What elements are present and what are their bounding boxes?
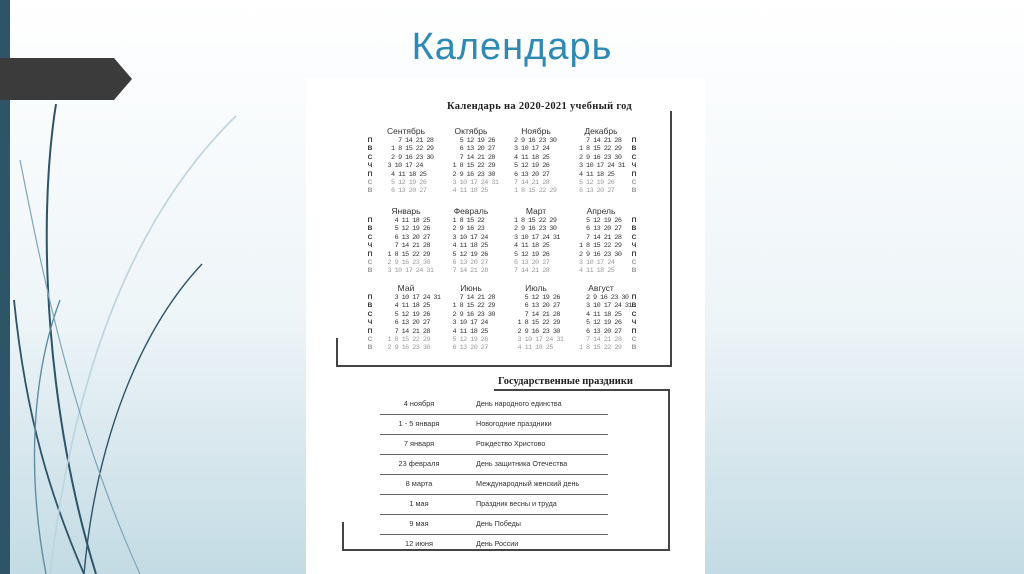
- month-day-row: 7 14 21 28: [514, 310, 560, 319]
- month-day-row: 6 13 20 27: [514, 259, 550, 267]
- weekday-label: В: [631, 145, 637, 153]
- holiday-date: 8 марта: [405, 479, 433, 488]
- month-day-row: 2 9 16 23 30: [449, 170, 495, 179]
- month-name: Июль: [525, 283, 547, 293]
- month-day-row: 5 12 19 26: [579, 319, 622, 328]
- month-day-row: 6 13 20 27: [514, 170, 550, 179]
- holiday-name: День защитника Отечества: [476, 459, 568, 468]
- weekday-label: Ч: [367, 319, 373, 327]
- holiday-row: [380, 394, 608, 415]
- month-day-row: 7 14 21 28: [514, 267, 550, 276]
- month-name: Сентябрь: [386, 126, 426, 136]
- holiday-date: 9 мая: [409, 519, 429, 528]
- weekday-label: С: [367, 259, 373, 266]
- weekday-label: П: [367, 250, 373, 258]
- month-day-row: 3 10 17 24 31: [449, 179, 499, 187]
- month-day-row: 5 12 19 26: [384, 310, 430, 319]
- weekday-label: Ч: [367, 162, 373, 170]
- month-day-row: 3 10 17 24: [384, 162, 423, 171]
- month-day-row: 4 11 18 25: [449, 242, 488, 251]
- month-name: Февраль: [453, 206, 489, 216]
- month-day-row: 7 14 21 28: [579, 233, 622, 242]
- weekday-label: П: [631, 327, 637, 335]
- weekday-label: П: [367, 217, 373, 224]
- month-day-row: 5 12 19 26: [449, 250, 488, 259]
- month-day-row: 3 10 17 24 31: [514, 233, 560, 242]
- month-day-row: 3 10 17 24 31: [579, 302, 632, 311]
- weekday-label: В: [367, 225, 373, 233]
- weekday-label: С: [367, 233, 373, 241]
- weekday-label: П: [367, 170, 373, 178]
- month-day-row: 3 10 17 24: [449, 319, 488, 328]
- month-name: Апрель: [586, 206, 616, 216]
- month-day-row: 1 8 15 22 29: [449, 302, 495, 311]
- weekday-label: Ч: [631, 319, 637, 327]
- holidays-frame-corner: [342, 522, 344, 551]
- month-day-row: 3 10 17 24: [579, 259, 615, 267]
- month-day-row: 7 14 21 28: [449, 267, 488, 276]
- month-day-row: 6 13 20 27: [449, 259, 488, 267]
- holiday-name: Праздник весны и труда: [476, 499, 557, 508]
- month-day-row: 4 11 18 25: [579, 170, 615, 179]
- month-day-row: 6 13 20 27: [449, 145, 495, 154]
- weekday-label: В: [367, 187, 373, 195]
- weekday-label: П: [631, 170, 637, 178]
- month-day-row: 1 8 15 22: [449, 217, 485, 225]
- month-day-row: 5 12 19 26: [579, 217, 622, 225]
- month-day-row: 5 12 19 26: [384, 225, 430, 234]
- month-day-row: 7 14 21 28: [579, 336, 622, 344]
- month-day-row: 1 8 15 22 29: [514, 217, 557, 225]
- weekday-label: С: [367, 179, 373, 186]
- holiday-row: [380, 454, 608, 475]
- month-day-row: 5 12 19 26: [514, 250, 550, 259]
- weekday-label: П: [367, 327, 373, 335]
- month-day-row: 7 14 21 28: [384, 327, 430, 336]
- weekday-label: П: [367, 294, 373, 301]
- month-day-row: 1 8 15 22 29: [514, 319, 560, 328]
- weekday-label: В: [367, 267, 373, 275]
- month-day-row: 3 10 17 24 31: [514, 336, 564, 344]
- month-name: Июнь: [460, 283, 482, 293]
- weekday-label: С: [631, 259, 637, 266]
- month-day-row: 2 9 16 23 30: [579, 294, 629, 302]
- weekday-label: П: [631, 250, 637, 258]
- holiday-name: Новогодние праздники: [476, 419, 552, 428]
- month-day-row: 5 12 19 26: [514, 162, 550, 171]
- weekday-label: С: [367, 336, 373, 343]
- holiday-row: [380, 414, 608, 435]
- month-day-row: 4 11 18 25: [579, 310, 622, 319]
- weekday-label: П: [367, 137, 373, 144]
- holiday-name: Международный женский день: [476, 479, 580, 488]
- month-day-row: 1 8 15 22 29: [384, 336, 430, 344]
- month-day-row: 4 11 18 25: [384, 217, 430, 225]
- month-day-row: 3 10 17 24: [449, 233, 488, 242]
- month-day-row: 4 11 18 25: [384, 302, 430, 311]
- month-day-row: 6 13 20 27: [384, 233, 430, 242]
- holiday-name: День народного единства: [476, 399, 562, 408]
- month-day-row: 2 9 16 23 30: [384, 259, 430, 267]
- holiday-name: День России: [476, 539, 519, 548]
- weekday-label: С: [631, 233, 637, 241]
- month-day-row: 1 8 15 22 29: [384, 145, 434, 154]
- weekday-label: С: [367, 310, 373, 318]
- month-day-row: 5 12 19 26: [514, 294, 560, 302]
- month-day-row: 3 10 17 24 31: [579, 162, 625, 171]
- month-day-row: 6 13 20 27: [449, 344, 488, 353]
- weekday-label: П: [631, 217, 637, 224]
- holiday-row: [380, 434, 608, 455]
- holiday-row: [380, 514, 608, 535]
- month-day-row: 5 12 19 26: [384, 179, 427, 187]
- month-day-row: 6 13 20 27: [579, 327, 622, 336]
- weekday-label: В: [367, 145, 373, 153]
- month-day-row: 4 11 18 25: [514, 344, 553, 353]
- month-day-row: 7 14 21 28: [514, 179, 550, 187]
- month-day-row: 3 10 17 24 31: [384, 267, 434, 276]
- month-day-row: 1 8 15 22 29: [449, 162, 495, 171]
- holiday-name: День Победы: [476, 519, 521, 528]
- holiday-date: 1 - 5 января: [398, 419, 440, 428]
- holiday-name: Рождество Христово: [476, 439, 546, 448]
- month-day-row: 5 12 19 26: [449, 137, 495, 145]
- month-day-row: 2 9 16 23 30: [579, 153, 622, 162]
- month-day-row: 6 13 20 27: [384, 319, 430, 328]
- holiday-row: [380, 474, 608, 495]
- month-day-row: 4 11 18 25: [579, 267, 615, 276]
- month-day-row: 7 14 21 28: [449, 153, 495, 162]
- month-day-row: 4 11 18 25: [514, 153, 550, 162]
- holidays-frame-right: [668, 389, 670, 551]
- holiday-date: 12 июня: [404, 539, 434, 548]
- month-day-row: 2 9 16 23 30: [514, 225, 557, 234]
- month-name: Май: [397, 283, 415, 293]
- month-name: Ноябрь: [521, 126, 551, 136]
- month-day-row: 2 9 16 23 30: [514, 137, 557, 145]
- month-day-row: 3 10 17 24 31: [384, 294, 441, 302]
- month-day-row: 4 11 18 25: [449, 327, 488, 336]
- weekday-label: С: [631, 179, 637, 186]
- weekday-label: В: [631, 344, 637, 352]
- holidays-header-rule: [494, 389, 670, 391]
- holiday-date: 4 ноября: [403, 399, 435, 408]
- month-day-row: 6 13 20 27: [579, 187, 615, 196]
- month-day-row: 2 9 16 23 30: [384, 344, 430, 353]
- month-day-row: 3 10 17 24: [514, 145, 550, 154]
- month-day-row: 5 12 19 26: [449, 336, 488, 344]
- month-day-row: 2 9 16 23: [449, 225, 485, 234]
- weekday-label: В: [631, 267, 637, 275]
- holiday-date: 23 февраля: [398, 459, 440, 468]
- month-name: Октябрь: [454, 126, 488, 136]
- weekday-label: П: [631, 294, 637, 301]
- month-day-row: 4 11 18 25: [514, 242, 550, 251]
- holiday-date: 7 января: [403, 439, 435, 448]
- month-name: Август: [588, 283, 614, 293]
- month-day-row: 1 8 15 22 29: [579, 344, 622, 353]
- month-day-row: 4 11 18 25: [384, 170, 427, 179]
- holiday-row: [380, 494, 608, 515]
- month-day-row: 1 8 15 22 29: [514, 187, 557, 196]
- holidays-header: Государственные праздники: [498, 376, 633, 387]
- month-day-row: 2 9 16 23 30: [384, 153, 434, 162]
- slide-title: Календарь: [411, 26, 613, 68]
- weekday-label: Ч: [631, 162, 637, 170]
- weekday-label: Ч: [367, 242, 373, 250]
- month-name: Март: [525, 206, 547, 216]
- calendar-header: Календарь на 2020-2021 учебный год: [447, 101, 633, 112]
- month-day-row: 2 9 16 23 30: [579, 250, 622, 259]
- month-day-row: 6 13 20 27: [579, 225, 622, 234]
- weekday-label: В: [631, 187, 637, 195]
- month-day-row: 1 8 15 22 29: [579, 145, 622, 154]
- month-day-row: 5 12 19 26: [579, 179, 615, 187]
- holiday-date: 1 мая: [409, 499, 429, 508]
- month-day-row: 1 8 15 22 29: [579, 242, 622, 251]
- weekday-label: В: [367, 344, 373, 352]
- weekday-label: В: [631, 225, 637, 233]
- holiday-row: [380, 534, 608, 554]
- weekday-label: Ч: [631, 242, 637, 250]
- month-day-row: 6 13 20 27: [514, 302, 560, 311]
- month-day-row: 7 14 21 28: [384, 137, 434, 145]
- month-day-row: 4 11 18 25: [449, 187, 488, 196]
- month-day-row: 7 14 21 28: [579, 137, 622, 145]
- weekday-label: С: [631, 310, 637, 318]
- weekday-label: С: [367, 153, 373, 161]
- month-day-row: 6 13 20 27: [384, 187, 427, 196]
- month-day-row: 7 14 21 28: [384, 242, 430, 251]
- month-day-row: 2 9 16 23 30: [449, 310, 495, 319]
- weekday-label: В: [367, 302, 373, 310]
- calendar-frame-corner: [336, 338, 338, 366]
- month-day-row: 7 14 21 28: [449, 294, 495, 302]
- month-day-row: 2 9 16 23 30: [514, 327, 560, 336]
- weekday-label: С: [631, 336, 637, 343]
- weekday-label: С: [631, 153, 637, 161]
- weekday-label: П: [631, 137, 637, 144]
- weekday-label: В: [631, 302, 637, 310]
- month-name: Январь: [391, 206, 421, 216]
- month-day-row: 1 8 15 22 29: [384, 250, 430, 259]
- month-name: Декабрь: [584, 126, 618, 136]
